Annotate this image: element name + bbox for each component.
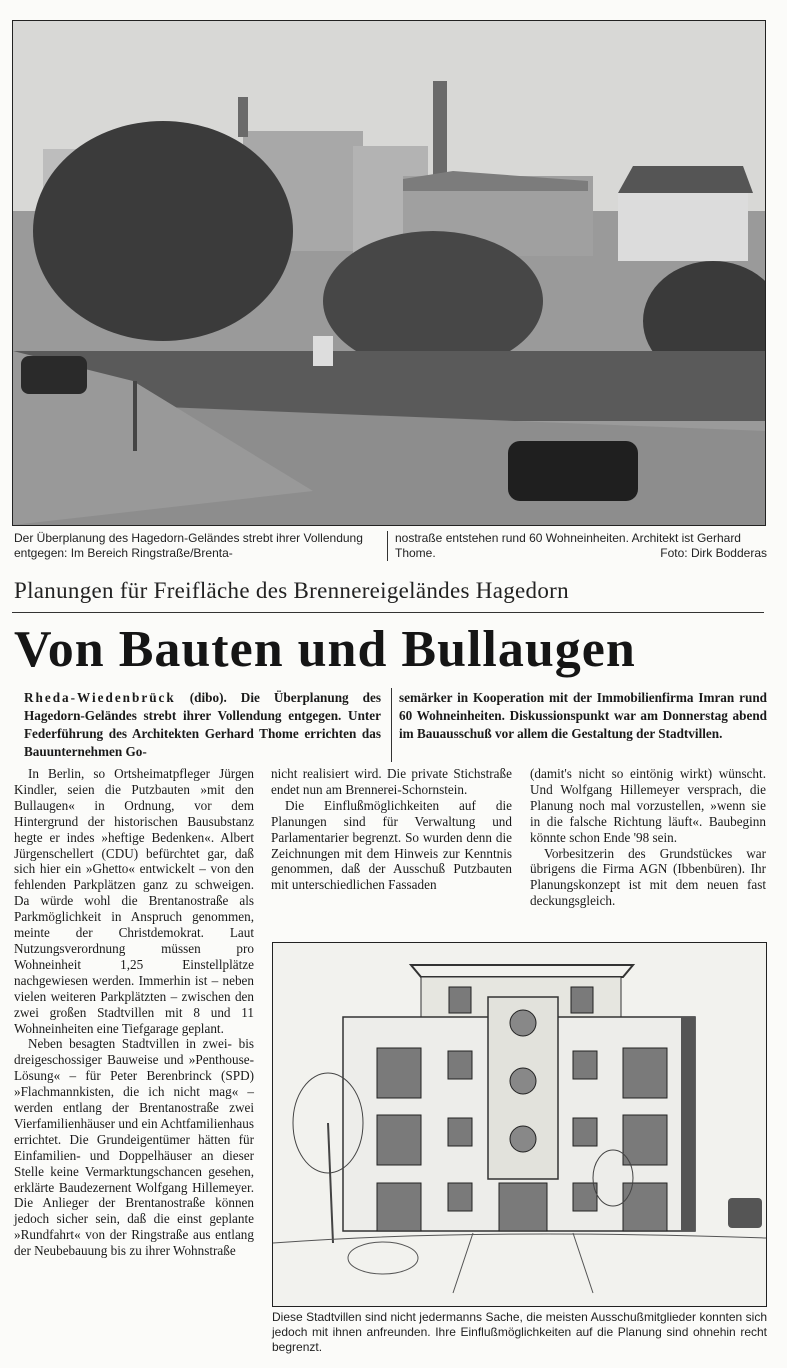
photo-caption-right: nostraße entstehen rund 60 Wohneinheiten. Architekt ist Gerhard Thome. bbox=[395, 531, 741, 560]
kicker-rule bbox=[12, 612, 764, 613]
building-drawing bbox=[272, 942, 767, 1307]
street-photo-icon bbox=[13, 21, 765, 525]
lead-divider bbox=[391, 688, 392, 762]
photo-caption-left: Der Überplanung des Hagedorn-Geländes strebt ihrer Vollendung entgegen: Im Bereich Ringstraße/Brenta- bbox=[14, 531, 363, 560]
column-1 bbox=[14, 766, 254, 1259]
column-1-paragraph: In Berlin, so Ortsheimatpfleger Jürgen Kindler, seien die Putzbauten »mit den Bullaugen« in Ordnung, vor dem Hintergrund der historischen Bausubstanz hegte er indes »heftige Bedenken«. Albert Jürgenschellert (CDU) befürchtet gar, daß sich hier ein »Ghetto« entwickelt – von den fehlenden Parkplätzen ganz zu schweigen. Da würde wohl die Brentanostraße als Parkmöglichkeit in Anspruch genommen, meinte der Christdemokrat. Laut Nutzungsverordnung müssen pro Wohneinheit 1,25 Einstellplätze nachgewiesen werden. Immerhin ist – neben vielen weiteren Parkplätzten – zwischen den zwei großen Stadtvillen mit 8 und 11 Wohneinheiten eine Tiefgarage geplant. bbox=[14, 766, 254, 1036]
main-headline: Von Bauten und Bullaugen bbox=[14, 621, 636, 678]
column-2-paragraph: nicht realisiert wird. Die private Stichstraße endet nun am Brennerei-Schornstein. bbox=[271, 766, 512, 797]
street-photo bbox=[12, 20, 766, 526]
column-3-paragraph: Vorbesitzerin des Grundstückes war übrigens die Firma AGN (Ibbenbüren). Ihr Planungskonzept ist mit dem neuen fast deckungsgleich. bbox=[530, 845, 766, 909]
lead-left bbox=[24, 689, 381, 761]
building-drawing-icon bbox=[273, 943, 766, 1306]
caption-divider bbox=[387, 531, 388, 561]
column-2 bbox=[271, 766, 512, 893]
photo-credit: Foto: Dirk Bodderas bbox=[660, 546, 767, 560]
lead-left-text: (dibo). Die Überplanung des Hagedorn-Geländes strebt ihrer Vollendung entgegen. Unter Federführung des Architekten Gerhard Thome errichten das Bauunternehmen Go- bbox=[24, 690, 381, 759]
dateline: Rheda-Wiedenbrück bbox=[24, 690, 176, 705]
column-2-paragraph: Die Einflußmöglichkeiten auf die Planungen sind für Verwaltung und Parlamentarier begrenzt. So wurden denn die Zeichnungen mit dem Hinweis zur Kenntnis genommen, daß der Ausschuß Putzbauten mit unterschiedlichen Fassaden bbox=[271, 797, 512, 893]
kicker-headline: Planungen für Freifläche des Brennereigeländes Hagedorn bbox=[14, 578, 569, 603]
drawing-caption: Diese Stadtvillen sind nicht jedermanns Sache, die meisten Ausschußmitglieder konnten sich jedoch mit ihnen anfreunden. Ihre Einflußmöglichkeiten auf die Planung sind ohnehin recht begrenzt. bbox=[272, 1310, 767, 1354]
lead-right: semärker in Kooperation mit der Immobilienfirma Imran rund 60 Wohneinheiten. Diskussionspunkt war am Donnerstag abend im Bauausschuß vor allem die Gestaltung der Stadtvillen. bbox=[399, 690, 767, 741]
column-3-paragraph: (damit's nicht so eintönig wirkt) wünscht. Und Wolfgang Hillemeyer versprach, die Planung noch mal vorzustellen, »wenn sie in die falsche Richtung läuft«. Baubeginn könnte schon Ende '98 sein. bbox=[530, 766, 766, 845]
column-1-paragraph: Neben besagten Stadtvillen in zwei- bis dreigeschossiger Bauweise und »Penthouse-Lösung« – für Peter Berenbrinck (SPD) »Flachmannkisten, die ich nicht mag« – werden entlang der Brentanostraße zwei Vierfamilienhäuser und ein Achtfamilienhaus errichtet. Die Grundeigentümer hätten für Einfamilien- und Doppelhäuser an dieser Stelle keine Vermarktungschancen gesehen, erklärte Baudezernent Wolfgang Hillemeyer. Die Anlieger der Brentanostraße können jedoch sicher sein, daß die einst geplante »Rundfahrt« von der Ringstraße aus entlang der Neubebauung bis zu ihrer Wohnstraße bbox=[14, 1036, 254, 1259]
column-3 bbox=[530, 766, 766, 909]
